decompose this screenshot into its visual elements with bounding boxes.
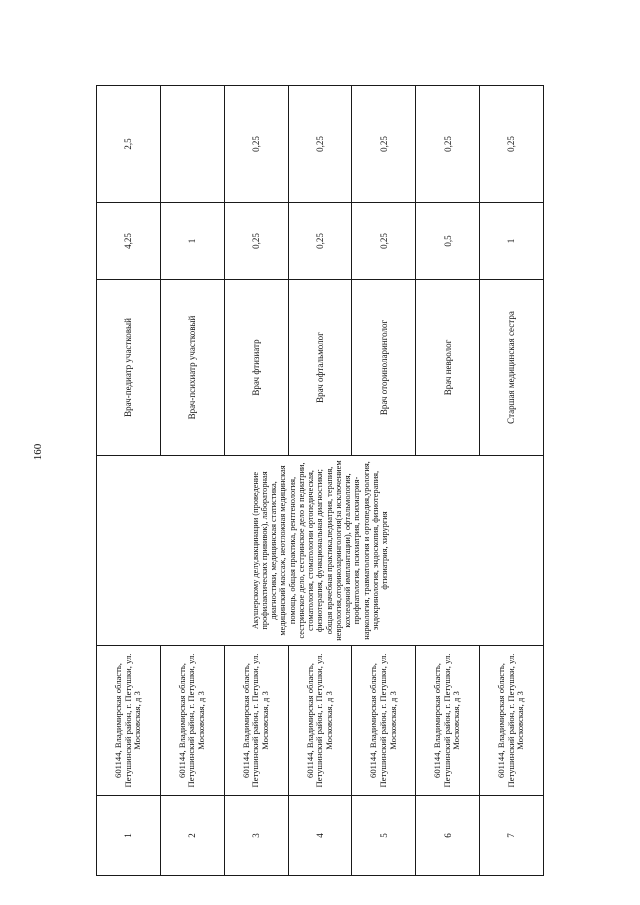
address-cell: 601144, Владимирская область, Петушинский район, г. Петушки, ул. Московская, д 3 <box>160 646 224 796</box>
rate-cell: 1 <box>480 203 544 280</box>
rate-cell: 0,25 <box>288 203 352 280</box>
staffing-table-wrapper <box>96 86 544 876</box>
position-cell: Врач офтальмолог <box>288 280 352 456</box>
rate-cell-secondary: 0,25 <box>480 86 544 203</box>
rate-cell-secondary <box>160 86 224 203</box>
row-number: 3 <box>224 796 288 876</box>
rate-cell: 0,5 <box>416 203 480 280</box>
rate-cell: 0,25 <box>352 203 416 280</box>
rate-cell-secondary: 2,5 <box>97 86 161 203</box>
table-row <box>97 86 161 876</box>
address-cell: 601144, Владимирская область, Петушинский район, г. Петушки, ул. Московская, д 3 <box>97 646 161 796</box>
address-cell: 601144, Владимирская область, Петушинский район, г. Петушки, ул. Московская, д 3 <box>480 646 544 796</box>
rate-cell: 1 <box>160 203 224 280</box>
row-number: 7 <box>480 796 544 876</box>
address-cell: 601144, Владимирская область, Петушинский район, г. Петушки, ул. Московская, д 3 <box>352 646 416 796</box>
rate-cell-secondary: 0,25 <box>224 86 288 203</box>
address-cell: 601144, Владимирская область, Петушинский район, г. Петушки, ул. Московская, д 3 <box>288 646 352 796</box>
position-cell: Врач-педиатр участковый <box>97 280 161 456</box>
position-cell: Врач фтизиатр <box>224 280 288 456</box>
rate-cell-secondary: 0,25 <box>416 86 480 203</box>
position-cell: Врач-психиатр участковый <box>160 280 224 456</box>
page-number: 160 <box>32 443 44 461</box>
row-number: 6 <box>416 796 480 876</box>
address-cell: 601144, Владимирская область, Петушинский район, г. Петушки, ул. Московская, д 3 <box>224 646 288 796</box>
address-cell: 601144, Владимирская область, Петушинский район, г. Петушки, ул. Московская, д 3 <box>416 646 480 796</box>
licensed-specialties-cell: Акушерскому делу,вакцинации (проведение профилактических прививок), лабораторная диагностики, медицинская статистика, медицинский массаж, неотложная медицинская помощь, общая практика, рентгенология, сестринское дело, сестринское дело в педиатрии, стоматология, стоматологии ортопедическая, физиотерапия, функциональная диагностики; общая врачебная практика,педиатрия, терапия, неврология,оториноларингология(за исключением кохлеарной имплантации), офтальмология, профпатология, психиатрия, психиатрия-наркология, травматология и ортопедия,урология, эндокринология, эндоскопия, физиотерапия, фтизиатрия, хирургия <box>97 456 544 646</box>
row-number: 1 <box>97 796 161 876</box>
rate-cell: 4,25 <box>97 203 161 280</box>
rate-cell: 0,25 <box>224 203 288 280</box>
position-cell: Врач невролог <box>416 280 480 456</box>
row-number: 2 <box>160 796 224 876</box>
row-number: 4 <box>288 796 352 876</box>
position-cell: Старшая медицинская сестра <box>480 280 544 456</box>
row-number: 5 <box>352 796 416 876</box>
rate-cell-secondary: 0,25 <box>288 86 352 203</box>
rate-cell-secondary: 0,25 <box>352 86 416 203</box>
position-cell: Врач оториноларинголог <box>352 280 416 456</box>
staffing-table <box>96 85 544 876</box>
